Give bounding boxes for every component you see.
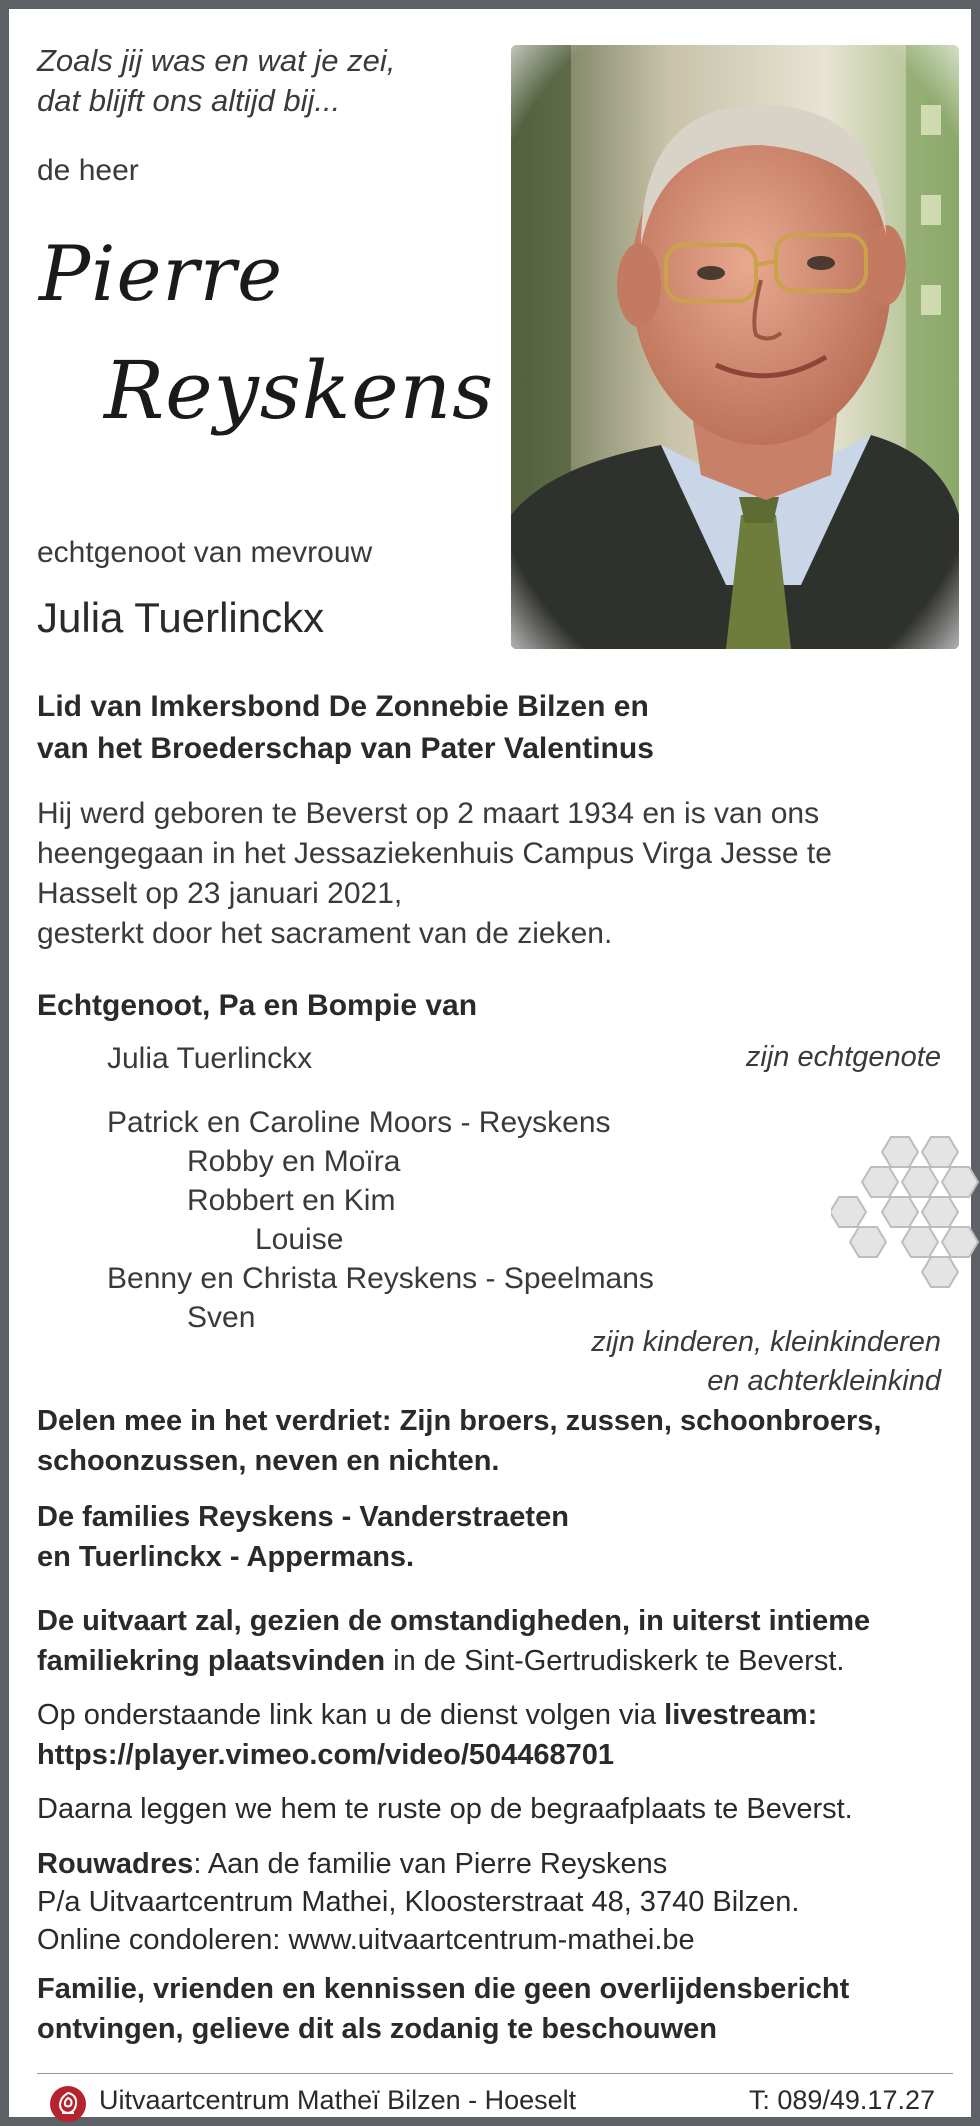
footer-divider	[37, 2073, 953, 2074]
children-relation-line-1: zijn kinderen, kleinkinderen	[591, 1326, 941, 1358]
bio-line-2: heengegaan in het Jessaziekenhuis Campus Virga Jesse te	[37, 837, 832, 870]
stream-line-1-plain: Op onderstaande link kan u de dienst volgen via	[37, 1699, 665, 1731]
notice-line-2: ontvingen, gelieve dit als zodanig te beschouwen	[37, 2013, 717, 2045]
children-relation	[591, 1323, 941, 1401]
condolence-link[interactable]: Online condoleren: www.uitvaartcentrum-mathei.be	[37, 1924, 695, 1956]
burial-info: Daarna leggen we hem te ruste op de begraafplaats te Beverst.	[37, 1793, 853, 1825]
deceased-first-name: Pierre	[39, 229, 284, 318]
bio-line-4: gesterkt door het sacrament van de zieken.	[37, 917, 613, 950]
biography	[37, 794, 967, 954]
stream-line-1-bold: livestream:	[664, 1699, 818, 1731]
family-heading: Echtgenoot, Pa en Bompie van	[37, 989, 478, 1022]
notice	[37, 1969, 977, 2049]
families-names	[37, 1497, 977, 1577]
family-child-2: Benny en Christa Reyskens - Speelmans	[107, 1262, 654, 1295]
livestream-info	[37, 1695, 977, 1775]
family-great-grandchild: Louise	[255, 1223, 344, 1256]
membership-line-1: Lid van Imkersbond De Zonnebie Bilzen en	[37, 690, 649, 723]
spouse-label: echtgenoot van mevrouw	[37, 536, 373, 569]
spouse-name: Julia Tuerlinckx	[37, 594, 325, 641]
honeycomb-icon	[831, 1129, 980, 1289]
families-line-1: De families Reyskens - Vanderstraeten	[37, 1501, 569, 1533]
address-info	[37, 1845, 977, 1959]
funeral-line-2-rest: in de Sint-Gertrudiskerk te Beverst.	[385, 1645, 845, 1677]
address-line-2: P/a Uitvaartcentrum Mathei, Kloosterstraat 48, 3740 Bilzen.	[37, 1886, 800, 1918]
sharing-line-2: schoonzussen, neven en nichten.	[37, 1445, 500, 1477]
sharing-line-1: Delen mee in het verdriet: Zijn broers, zussen, schoonbroers,	[37, 1405, 882, 1437]
address-label: Rouwadres	[37, 1848, 194, 1880]
footer-company: Uitvaartcentrum Matheï Bilzen - Hoeselt	[99, 2085, 577, 2115]
spouse-relation: zijn echtgenote	[745, 1041, 941, 1073]
portrait-photo	[511, 45, 959, 649]
honorific: de heer	[37, 154, 139, 187]
family-child-1: Patrick en Caroline Moors - Reyskens	[107, 1106, 611, 1139]
footer-phone: T: 089/49.17.27	[748, 2085, 935, 2115]
funeral-line-1: De uitvaart zal, gezien de omstandigheden, in uiterst intieme	[37, 1605, 871, 1637]
family-grandchild-3: Sven	[187, 1301, 256, 1334]
livestream-link[interactable]: https://player.vimeo.com/video/504468701	[37, 1739, 615, 1771]
notice-line-1: Familie, vrienden en kennissen die geen overlijdensbericht	[37, 1973, 850, 2005]
funeral-info	[37, 1601, 977, 1681]
rose-logo-icon	[49, 2085, 87, 2123]
quote-line-1: Zoals jij was en wat je zei,	[37, 43, 396, 78]
family-grandchild-2: Robbert en Kim	[187, 1184, 396, 1217]
quote-line-2: dat blijft ons altijd bij...	[37, 83, 341, 118]
deceased-last-name: Reyskens	[104, 344, 495, 437]
address-line-1	[37, 1845, 977, 1883]
membership-text	[37, 686, 654, 770]
stream-line-1	[37, 1695, 977, 1735]
children-relation-line-2: en achterkleinkind	[707, 1365, 941, 1397]
memorial-quote	[37, 41, 395, 121]
address-line-1-rest: : Aan de familie van Pierre Reyskens	[193, 1848, 668, 1880]
family-spouse: Julia Tuerlinckx	[107, 1042, 313, 1075]
funeral-line-2	[37, 1641, 977, 1681]
bio-line-1: Hij werd geboren te Beverst op 2 maart 1934 en is van ons	[37, 797, 820, 830]
bio-line-3: Hasselt op 23 januari 2021,	[37, 877, 403, 910]
funeral-line-2-bold: familiekring plaatsvinden	[37, 1645, 386, 1677]
membership-line-2: van het Broederschap van Pater Valentinus	[37, 732, 654, 765]
portrait-illustration	[511, 45, 959, 649]
sharing-grief	[37, 1401, 977, 1481]
family-grandchild-1: Robby en Moïra	[187, 1145, 401, 1178]
families-line-2: en Tuerlinckx - Appermans.	[37, 1541, 415, 1573]
